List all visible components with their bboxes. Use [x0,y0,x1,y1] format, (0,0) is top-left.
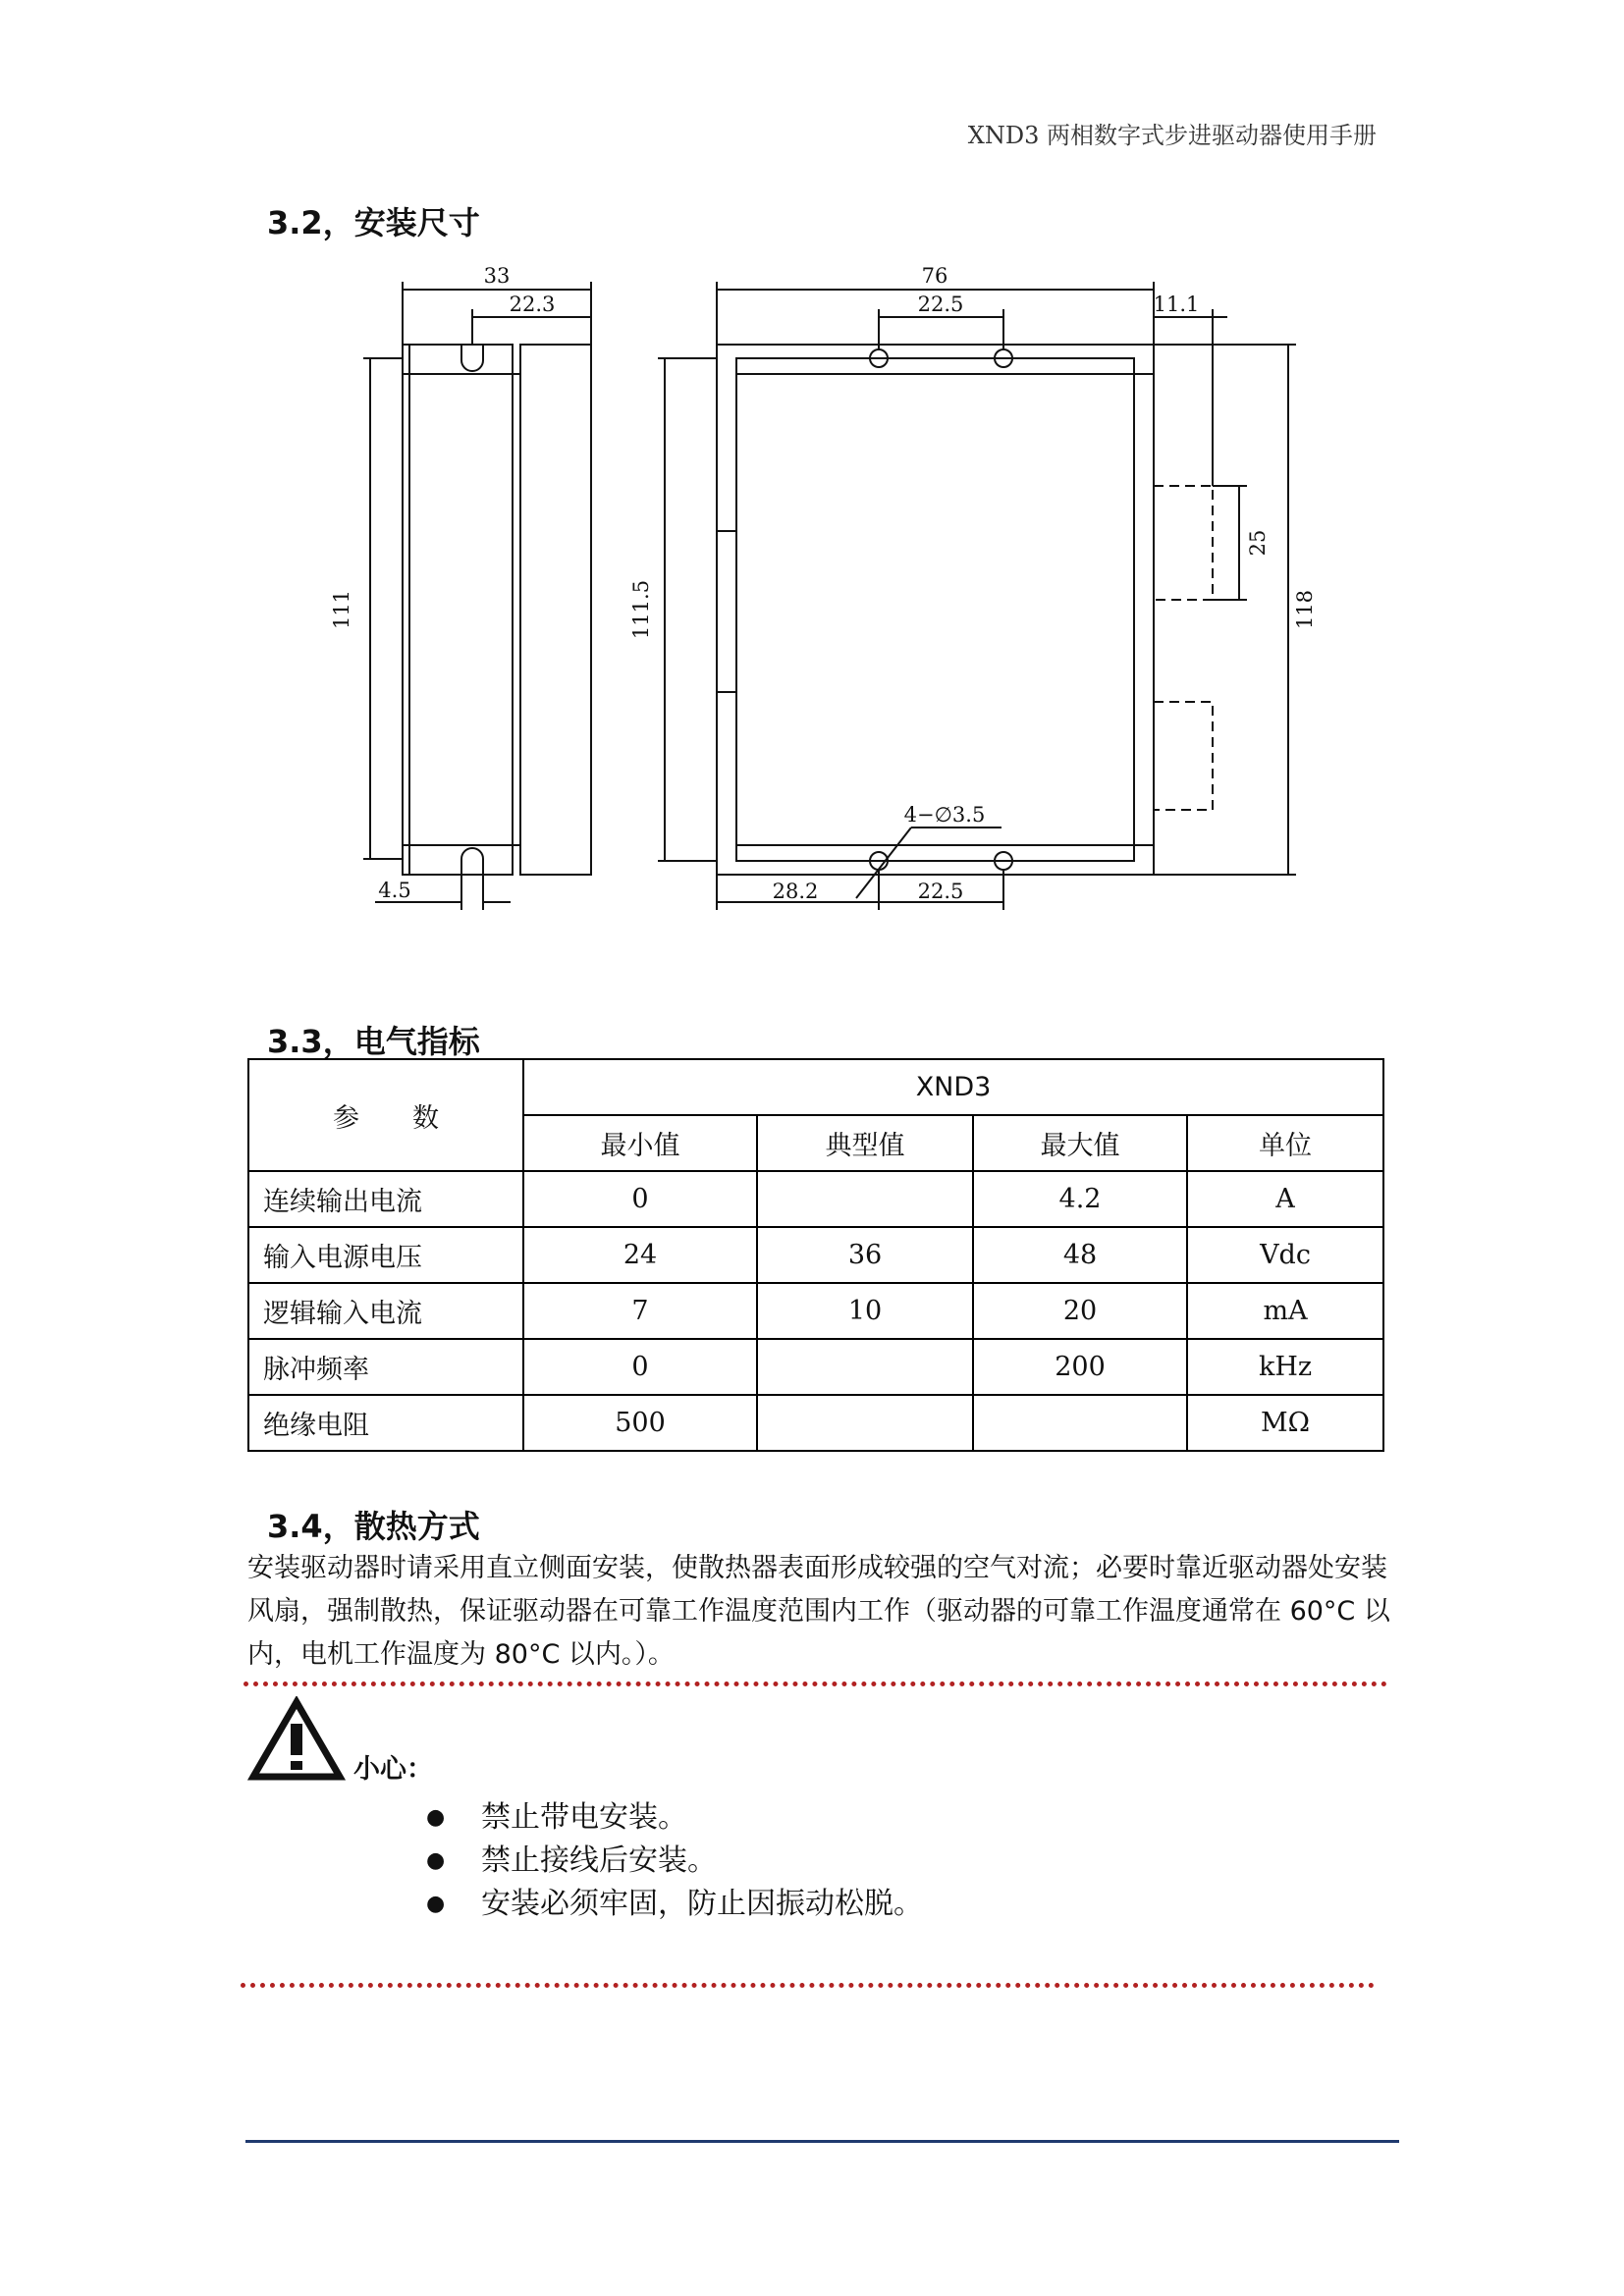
dim-side-width: 33 [483,264,511,288]
cooling-paragraph: 安装驱动器时请采用直立侧面安装，使散热器表面形成较强的空气对流；必要时靠近驱动器处安装风扇，强制散热，保证驱动器在可靠工作温度范围内工作（驱动器的可靠工作温度通常在 60°C 以内，电机工作温度为 80°C 以内。）。 [247,1553,1390,1670]
list-item: ● 禁止接线后安装。 [422,1840,923,1883]
dim-front-flange: 11.1 [1153,293,1200,316]
dim-side-bottom: 4.5 [378,879,411,902]
table-row: 输入电源电压 24 36 48 Vdc [248,1227,1383,1283]
param-header: 参 数 [248,1059,523,1171]
dim-front-bottom-left: 28.2 [772,880,819,903]
dim-front-hole-bottom: 22.5 [917,880,964,903]
col-header-unit: 单位 [1187,1115,1383,1171]
warning-icon [247,1696,346,1783]
dim-front-height: 111.5 [629,579,653,640]
section-title-electrical: 3.3，电气指标 [267,1023,480,1060]
page-header: XND3 两相数字式步进驱动器使用手册 [967,122,1377,149]
electrical-spec-table [247,1058,1384,1452]
dim-side-hole: 22.3 [509,293,556,316]
divider-bottom [241,1983,1375,1988]
divider-top [244,1682,1387,1686]
side-view [363,282,591,910]
dim-side-height: 111 [330,589,353,630]
section-title-install: 3.2，安装尺寸 [267,204,480,241]
table-row: 连续输出电流 0 4.2 A [248,1171,1383,1227]
caution-list [422,1796,923,1926]
col-header-typ: 典型值 [757,1115,973,1171]
footer-rule [245,2140,1399,2143]
bullet-icon: ● [426,1805,446,1830]
bullet-icon: ● [426,1892,446,1916]
col-header-max: 最大值 [973,1115,1187,1171]
table-row: 逻辑输入电流 7 10 20 mA [248,1283,1383,1339]
dimension-drawing [324,250,1326,928]
section-title-cooling: 3.4，散热方式 [267,1508,480,1545]
dim-front-total-height: 118 [1293,589,1317,630]
list-item: ● 禁止带电安装。 [422,1796,923,1840]
caution-label: 小心： [353,1754,433,1785]
model-header: XND3 [523,1059,1383,1115]
dim-front-width: 76 [921,264,948,288]
dim-front-connector: 25 [1246,529,1270,557]
table-row: 绝缘电阻 500 MΩ [248,1395,1383,1451]
dim-front-hole-top: 22.5 [917,293,964,316]
table-row: 脉冲频率 0 200 kHz [248,1339,1383,1395]
bullet-icon: ● [426,1848,446,1873]
dim-hole-label: 4−∅3.5 [903,803,986,827]
list-item: ● 安装必须牢固，防止因振动松脱。 [422,1883,923,1926]
col-header-min: 最小值 [523,1115,757,1171]
